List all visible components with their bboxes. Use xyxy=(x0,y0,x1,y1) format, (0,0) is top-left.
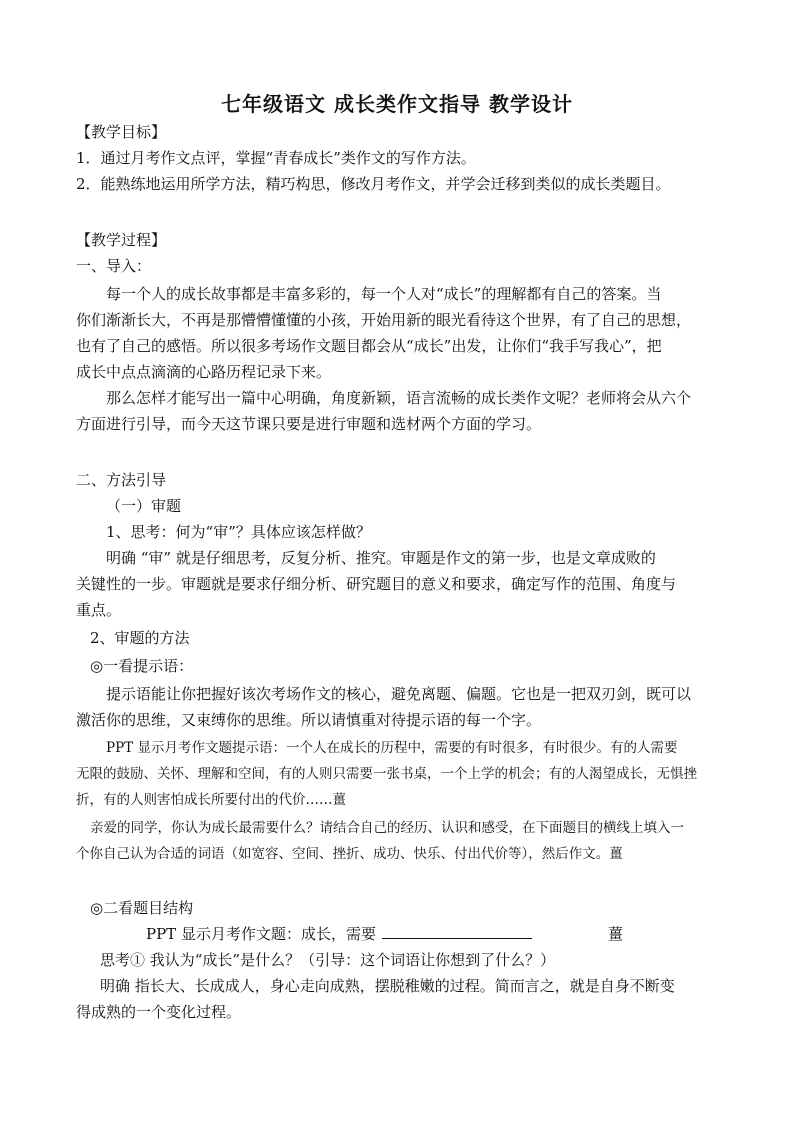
look-2-heading: ◎二看题目结构 xyxy=(90,899,194,917)
question-line-2: 个你自己认为合适的词语（如宽容、空间、挫折、成功、快乐、付出代价等），然后作文。薑 xyxy=(76,846,623,862)
think-question-1: 1、思考：何为“审”？具体应该怎样做？ xyxy=(106,523,371,541)
intro-paragraph-1-line-4: 成长中点点滴滴的心路历程记录下来。 xyxy=(76,363,332,381)
process-heading: 【教学过程】 xyxy=(76,231,167,249)
ppt-prompt-line-3: 折，有的人则害怕成长所要付出的代价……薑 xyxy=(76,792,346,808)
tip-line-2: 激活你的思维，又束缚你的思维。所以请慎重对待提示语的每一个字。 xyxy=(76,711,542,729)
answer-2-line-1: 明确 指长大、长成成人，身心走向成熟，摆脱稚嫩的过程。简而言之，就是自身不断变 xyxy=(100,977,675,995)
ppt-prompt-line-2: 无限的鼓励、关怀、理解和空间，有的人则只需要一张书桌，一个上学的机会；有的人渴望成长，无惧挫 xyxy=(76,766,697,782)
goal-item-1: 1．通过月考作文点评，掌握“青春成长”类作文的写作方法。 xyxy=(76,149,476,167)
ppt-title-mark: 薑 xyxy=(608,925,624,943)
ppt-title-line xyxy=(146,924,532,944)
tip-line-1: 提示语能让你把握好该次考场作文的核心，避免离题、偏题。它也是一把双刃剑，既可以 xyxy=(106,685,692,703)
intro-paragraph-2-line-2: 方面进行引导，而今天这节课只要是进行审题和选材两个方面的学习。 xyxy=(76,415,542,433)
answer-1-line-1: 明确 “审” 就是仔细思考，反复分析、推究。审题是作文的第一步，也是文章成败的 xyxy=(106,549,656,567)
intro-paragraph-1-line-1: 每一个人的成长故事都是丰富多彩的，每一个人对“成长”的理解都有自己的答案。当 xyxy=(106,285,662,303)
answer-2-line-2: 得成熟的一个变化过程。 xyxy=(76,1003,242,1021)
intro-paragraph-2-line-1: 那么怎样才能写出一篇中心明确，角度新颖，语言流畅的成长类作文呢？老师将会从六个 xyxy=(106,389,692,407)
goal-item-2: 2．能熟练地运用所学方法，精巧构思，修改月考作文，并学会迁移到类似的成长类题目。 xyxy=(76,175,671,193)
ppt-prompt-line-1: PPT 显示月考作文题提示语：一个人在成长的历程中，需要的有时很多，有时很少。有的人需要 xyxy=(106,740,678,756)
method-2-heading: 2、审题的方法 xyxy=(90,629,190,647)
intro-paragraph-1-line-3: 也有了自己的感悟。所以很多考场作文题目都会从“成长”出发，让你们“我手写我心”，把 xyxy=(76,337,662,355)
intro-heading: 一、导入： xyxy=(76,257,152,275)
intro-paragraph-1-line-2: 你们渐渐长大，不再是那懵懵懂懂的小孩，开始用新的眼光看待这个世界，有了自己的思想， xyxy=(76,311,692,329)
answer-1-line-2: 关键性的一步。审题就是要求仔细分析、研究题目的意义和要求，确定写作的范围、角度与 xyxy=(76,575,677,593)
question-line-1: 亲爱的同学，你认为成长最需要什么？请结合自己的经历、认识和感受，在下面题目的横线上填入一 xyxy=(90,820,684,836)
ppt-title-text: PPT 显示月考作文题：成长，需要 xyxy=(146,925,376,943)
think-question-2: 思考① 我认为“成长”是什么？（引导：这个词语让你想到了什么？） xyxy=(100,951,556,969)
answer-1-line-3: 重点。 xyxy=(76,601,122,619)
subsection-heading: （一）审题 xyxy=(106,497,182,515)
method-heading: 二、方法引导 xyxy=(76,471,167,489)
page-title: 七年级语文 成长类作文指导 教学设计 xyxy=(221,92,573,116)
fill-in-blank xyxy=(382,924,532,939)
goal-heading: 【教学目标】 xyxy=(76,123,167,141)
look-1-heading: ◎一看提示语： xyxy=(90,657,194,675)
